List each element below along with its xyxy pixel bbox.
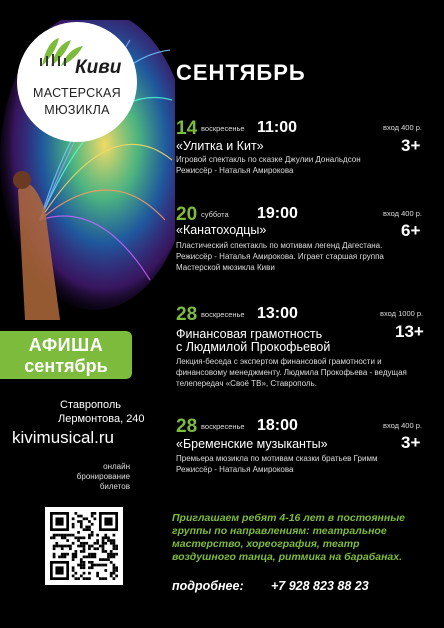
address-city: Ставрополь bbox=[60, 399, 122, 411]
event-price: вход 400 р. bbox=[383, 123, 422, 132]
event-price: вход 1000 р. bbox=[380, 309, 424, 318]
month-title: СЕНТЯБРЬ bbox=[176, 60, 306, 85]
event-title: с Людмилой Прокофьевой bbox=[176, 340, 331, 354]
event-age: 3+ bbox=[401, 136, 421, 155]
event-desc-line: Мастерской мюзикла Киви bbox=[176, 263, 275, 272]
event-desc-line: Игровой спектакль по сказке Джулии Дональдсон bbox=[176, 155, 361, 164]
event-time: 18:00 bbox=[257, 417, 298, 434]
afisha-title: АФИША bbox=[28, 335, 104, 355]
event-desc-line: телепередач «Своё ТВ», Ставрополь. bbox=[176, 379, 317, 388]
event-desc-line: Режиссёр - Наталья Амирокова. Играет старшая группа bbox=[176, 252, 384, 261]
event-day: 20 bbox=[176, 204, 198, 225]
event-desc-line: Режиссёр - Наталья Амирокова bbox=[176, 166, 294, 175]
event-time: 19:00 bbox=[257, 205, 298, 222]
event-desc-line: Пластический спектакль по мотивам легенд Дагестана. bbox=[176, 241, 383, 250]
afisha-banner bbox=[0, 331, 132, 379]
contact-phone[interactable]: +7 928 823 88 23 bbox=[271, 579, 369, 593]
qr-code-icon bbox=[50, 512, 118, 580]
event-weekday: воскресенье bbox=[201, 310, 245, 319]
event-title: «Канатоходцы» bbox=[176, 223, 267, 237]
event-time: 11:00 bbox=[257, 119, 298, 136]
event-desc-line: Премьера мюзикла по мотивам сказки братьев Гримм bbox=[176, 454, 378, 463]
kiwi-logo bbox=[17, 22, 137, 142]
logo-brand: Киви bbox=[75, 57, 122, 78]
promo-line: воздушного танца, ритмика на барабанах. bbox=[172, 551, 403, 563]
contact-label: подробнее: bbox=[172, 579, 244, 593]
online-booking-line: бронирование bbox=[76, 472, 130, 481]
promo-text bbox=[172, 512, 437, 564]
logo-line1: МАСТЕРСКАЯ bbox=[33, 86, 121, 100]
event-weekday: воскресенье bbox=[201, 124, 245, 133]
event-age: 3+ bbox=[401, 433, 421, 452]
event-time: 13:00 bbox=[257, 305, 298, 322]
event-title: «Улитка и Кит» bbox=[176, 139, 264, 153]
event-weekday: суббота bbox=[201, 210, 229, 219]
event-day: 28 bbox=[176, 304, 198, 325]
event-desc-line: Режиссёр - Наталья Амирокова bbox=[176, 465, 294, 474]
online-booking-line: билетов bbox=[99, 482, 130, 491]
event-title: «Бременские музыканты» bbox=[176, 437, 328, 451]
event-desc-line: финансовому менеджменту. Людмила Прокофьева - ведущая bbox=[176, 368, 407, 377]
event-price: вход 400 р. bbox=[383, 209, 422, 218]
address-street: Лермонтова, 240 bbox=[58, 413, 145, 425]
event-title: Финансовая грамотность bbox=[176, 327, 323, 341]
event-weekday: воскресенье bbox=[201, 422, 245, 431]
event-age: 13+ bbox=[395, 322, 424, 341]
promo-line: Приглашаем ребят 4-16 лет в постоянные bbox=[172, 512, 406, 524]
qr-code[interactable] bbox=[45, 507, 123, 585]
promo-line: мастерство, хореография, театр bbox=[172, 538, 360, 550]
promo-line: группы по направлениям: театральное bbox=[172, 525, 387, 537]
logo-line2: МЮЗИКЛА bbox=[44, 103, 110, 117]
event-day: 28 bbox=[176, 416, 198, 437]
event-age: 6+ bbox=[401, 221, 421, 240]
online-booking-line: онлайн bbox=[103, 462, 130, 471]
event-day: 14 bbox=[176, 118, 198, 139]
afisha-subtitle: сентябрь bbox=[24, 356, 108, 376]
event-desc-line: Лекция-беседа с экспертом финансовой грамотности и bbox=[176, 357, 382, 366]
event-price: вход 400 р. bbox=[383, 421, 422, 430]
website-link[interactable]: kivimusical.ru bbox=[12, 428, 115, 447]
